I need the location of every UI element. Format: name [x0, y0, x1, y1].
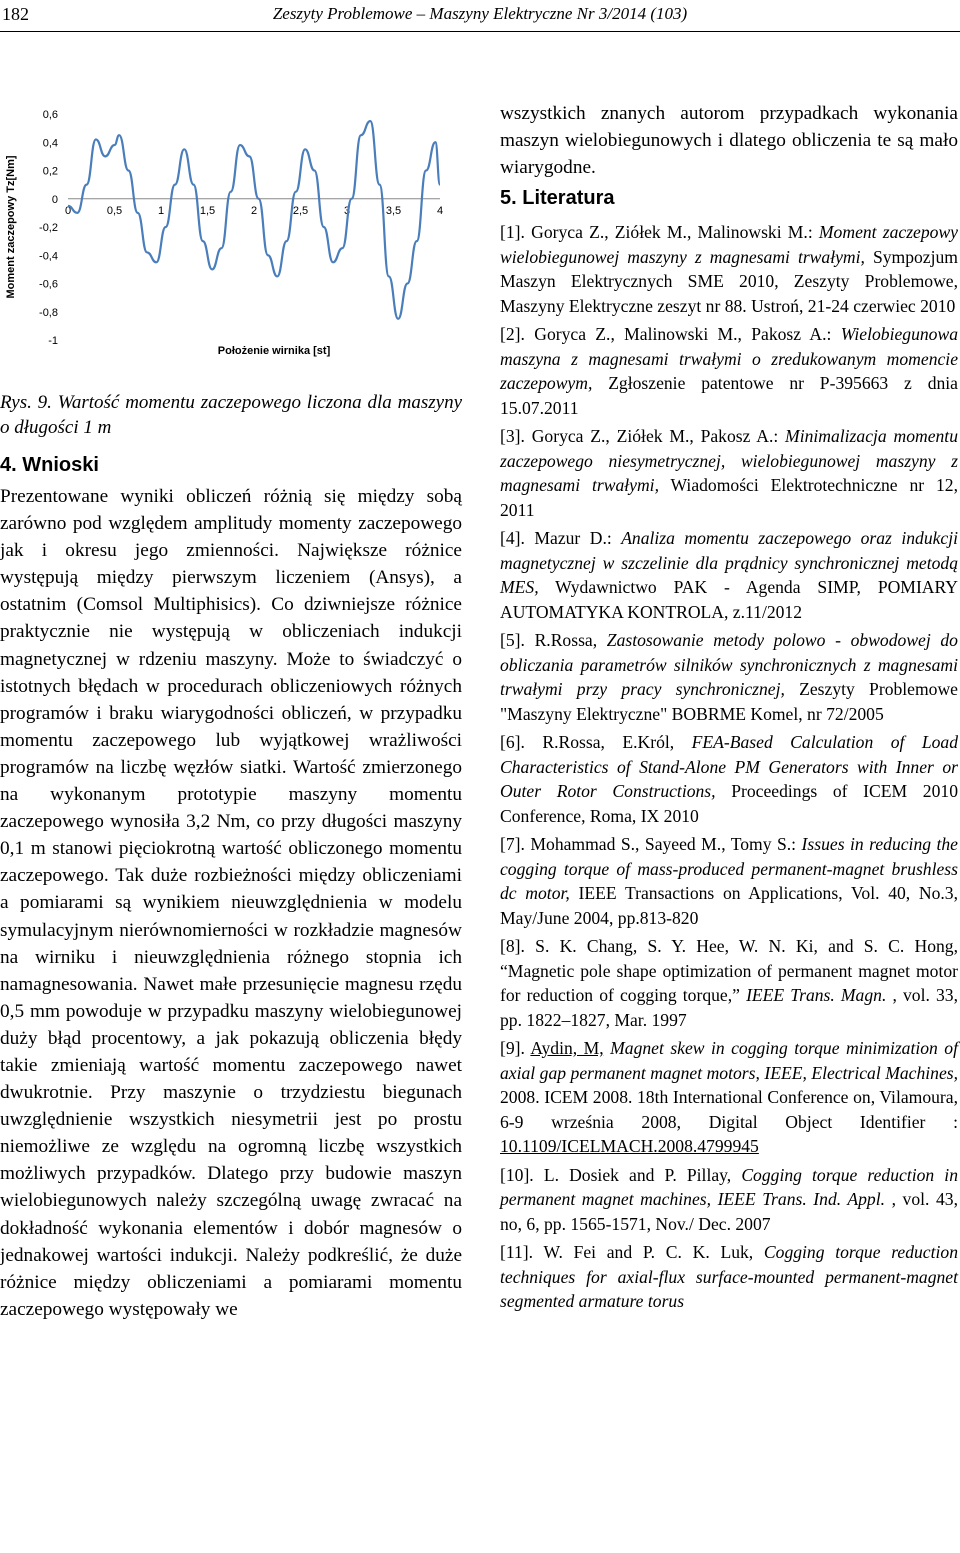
continuation-paragraph: wszystkich znanych autorom przypadkach wykonania maszyn wielobiegunowych i dlatego obliczenia te są mało wiarygodne.	[500, 103, 958, 178]
reference-number: [2].	[500, 324, 525, 344]
reference-item	[500, 1163, 958, 1237]
reference-title: IEEE Trans. Magn.	[746, 985, 887, 1005]
reference-list	[500, 220, 958, 1314]
reference-number: [8].	[500, 936, 525, 956]
page-number: 182	[2, 4, 29, 24]
caption-text: Wartość momentu zaczepowego liczona dla maszyny o długości 1 m	[0, 392, 463, 438]
reference-number: [9].	[500, 1038, 525, 1058]
reference-number: [11].	[500, 1242, 534, 1262]
series-line	[68, 121, 440, 319]
page-header	[0, 0, 960, 36]
reference-source: Proceedings of ICEM 2010 Conference, Roma, IX 2010	[500, 781, 958, 826]
chart-svg	[0, 100, 462, 380]
right-column	[500, 100, 958, 1318]
reference-number: [3].	[500, 426, 525, 446]
x-axis-label: Położenie wirnika [st]	[217, 345, 331, 357]
reference-title: Moment zaczepowy wielobiegunowej maszyny z magnesami trwałymi,	[500, 222, 958, 267]
reference-source: 2008. ICEM 2008. 18th International Conference on, Vilamoura, 6-9 września 2008, Digital Object Identifier :	[500, 1087, 958, 1132]
reference-authors: Mazur D.:	[534, 528, 612, 548]
x-tick-label: 0	[64, 204, 72, 217]
journal-title: Zeszyty Problemowe – Maszyny Elektryczne Nr 3/2014 (103)	[272, 4, 688, 23]
reference-item	[500, 628, 958, 726]
reference-doi: 10.1109/ICELMACH.2008.4799945	[500, 1136, 759, 1156]
reference-authors: Goryca Z., Malinowski M., Pakosz A.:	[534, 324, 832, 344]
reference-authors: Goryca Z., Ziółek M., Pakosz A.:	[531, 426, 779, 446]
reference-number: [5].	[500, 630, 525, 650]
reference-title: Analiza momentu zaczepowego oraz indukcji magnetycznej w szczelinie dla prądnicy synchronicznej metodą MES,	[500, 528, 959, 597]
reference-number: [6].	[500, 732, 525, 752]
x-tick-label: 0,5	[106, 204, 123, 217]
y-axis-label: Moment zaczepowy Tz[Nm]	[5, 155, 17, 299]
reference-authors: L. Dosiek and P. Pillay,	[543, 1164, 732, 1185]
reference-source: Wiadomości Elektrotechniczne nr 12, 2011	[500, 475, 958, 520]
reference-authors: S. K. Chang, S. Y. Hee, W. N. Ki, and S. C. Hong, “Magnetic pole shape optimization of permanent magnet motor for reduction of cogging torque,”	[500, 936, 958, 1005]
conclusions-heading: 4. Wnioski	[0, 454, 99, 476]
reference-authors: W. Fei and P. C. K. Luk,	[543, 1242, 754, 1262]
conclusions-paragraph: Prezentowane wyniki obliczeń różnią się między sobą zarówno pod względem amplitudy momenty zaczepowego jak i okresu jego zmienności. Największe różnice występują między pierwszym liczeniem (Ansys), a ostatnim (Comsol Multiphisics). Co dziwniejsze różnice praktycznie nie występują w obliczeniach indukcji magnetycznej w rdzeniu maszyny. Może to świadczyć o istotnych błędach w procedurach obliczeniowych różnych programów i braku wiarygodności obliczeń, w przypadku momentu zaczepowego lub wyjątkowej wrażliwości programów na liczbę węzłów siatki. Wartość zmierzonego na wykonanym prototypie maszyny momentu zaczepowego wynosiła 3,2 Nm, co przy długości maszyny 0,1 m stanowi pięciokrotną wartość obliczonego momentu zaczepowego. Tak duże rozbieżności między obliczeniami a pomiarami są wynikiem nieuwzględnienia w modelu symulacyjnym nierównomierności w rozkładzie magnesów na wirniku i nieuwzględnienia różnego stopnia ich namagnesowania. Nawet małe przesunięcie magnesu rzędu 0,5 mm powoduje w przypadku maszyny wielobiegunowej duży błąd procentowy, a jak pokazują obliczenia błędy takie zmieniają wartość momentu zaczepowego nawet dwukrotnie. Przy maszynie o trzydziestu biegunach uwzględnienie wszystkich niesymetrii jest po prostu niemożliwe ze względu na ogromną liczbę wszystkich możliwych przypadków. Dlatego przy budowie maszyn wielobiegunowych należy szczególną uwagę zwracać na dokładność wykonania elementów i dobór magnesów o jednakowej wartości indukcji. Należy podkreślić, że duże różnice między obliczeniami a pomiarami momentu zaczepowego występowały we	[0, 486, 462, 1320]
reference-title: Wielobiegunowa maszyna z magnesami trwałymi o zredukowanym momencie zaczepowym,	[500, 324, 959, 393]
reference-item	[500, 1036, 958, 1159]
reference-title: Minimalizacja momentu zaczepowego niesymetrycznej, wielobiegunowej maszyny z magnesami trwałymi,	[500, 426, 958, 495]
x-tick-label: 3	[343, 204, 351, 217]
caption-label: Rys. 9.	[0, 392, 52, 413]
y-tick-label: 0,4	[42, 137, 58, 150]
reference-title: Issues in reducing the cogging torque of mass-produced permanent-magnet brushless dc motor,	[500, 834, 958, 903]
header-rule	[0, 31, 960, 32]
reference-number: [1].	[500, 222, 525, 242]
y-tick-label: -0,8	[39, 306, 58, 319]
reference-number: [7].	[500, 834, 525, 854]
reference-item	[500, 220, 958, 318]
reference-source: Wydawnictwo PAK - Agenda SIMP, POMIARY AUTOMATYKA KONTROLA, z.11/2012	[500, 577, 958, 622]
reference-item	[500, 322, 958, 420]
reference-source: Zeszyty Problemowe "Maszyny Elektryczne" BOBRME Komel, nr 72/2005	[500, 679, 958, 724]
x-tick-label: 2	[250, 204, 258, 217]
reference-source: , vol. 43, no, 6, pp. 1565-1571, Nov./ Dec. 2007	[500, 1189, 958, 1234]
cogging-torque-chart	[0, 100, 462, 380]
reference-title: Cogging torque reduction techniques for axial-flux surface-mounted permanent-magnet segmented armature torus	[500, 1242, 958, 1311]
y-tick-label: -0,2	[39, 222, 58, 234]
figure-caption	[0, 390, 462, 440]
reference-title: Zastosowanie metody polowo - obwodowej do obliczania parametrów silników synchronicznych z magnesami trwałymi przy pracy synchronicznej,	[500, 630, 958, 699]
reference-item	[500, 832, 958, 930]
y-tick-label: -1	[48, 335, 58, 347]
reference-source: Zgłoszenie patentowe nr P-395663 z dnia 15.07.2011	[500, 373, 958, 418]
x-tick-label: 3,5	[385, 204, 402, 217]
x-tick-label: 2,5	[292, 204, 309, 217]
conclusions-section	[0, 454, 462, 1323]
reference-title: FEA-Based Calculation of Load Characteristics of Stand-Alone PM Generators with Inner or Outer Rotor Constructions,	[500, 732, 959, 801]
reference-source: Sympozjum Maszyn Elektrycznych SME 2010, Zeszyty Problemowe, Maszyny Elektryczne zeszyt nr 88. Ustroń, 21-24 czerwiec 2010	[500, 246, 958, 316]
reference-authors: R.Rossa,	[534, 630, 598, 650]
y-tick-label: 0,2	[42, 165, 58, 178]
reference-item	[500, 934, 958, 1032]
reference-authors: Aydin, M,	[530, 1038, 604, 1058]
reference-number: [4].	[500, 528, 525, 548]
y-tick-label: 0,6	[42, 109, 58, 121]
reference-item	[500, 424, 958, 522]
y-tick-label: -0,4	[39, 250, 58, 263]
x-tick-label: 4	[436, 204, 444, 217]
reference-authors: Mohammad S., Sayeed M., Tomy S.:	[530, 834, 797, 854]
reference-item	[500, 1240, 958, 1314]
reference-authors: Goryca Z., Ziółek M., Malinowski M.:	[531, 222, 813, 242]
x-tick-label: 1,5	[199, 204, 216, 217]
reference-title: Magnet skew in cogging torque minimization of axial gap permanent magnet motors, IEEE, Electrical Machines,	[500, 1038, 958, 1083]
x-tick-label: 1	[157, 204, 165, 217]
reference-source: IEEE Transactions on Applications, Vol. 40, No.3, May/June 2004, pp.813-820	[500, 883, 958, 928]
y-tick-label: -0,6	[39, 278, 58, 291]
y-tick-label: 0	[51, 193, 58, 206]
reference-number: [10].	[500, 1164, 534, 1185]
reference-source: , vol. 33, pp. 1822–1827, Mar. 1997	[500, 985, 958, 1030]
reference-title: Cogging torque reduction in permanent magnet machines, IEEE Trans. Ind. Appl.	[500, 1164, 958, 1209]
literature-heading: 5. Literatura	[500, 187, 615, 209]
reference-item	[500, 526, 958, 624]
reference-item	[500, 730, 958, 828]
reference-authors: R.Rossa, E.Król,	[542, 732, 675, 752]
